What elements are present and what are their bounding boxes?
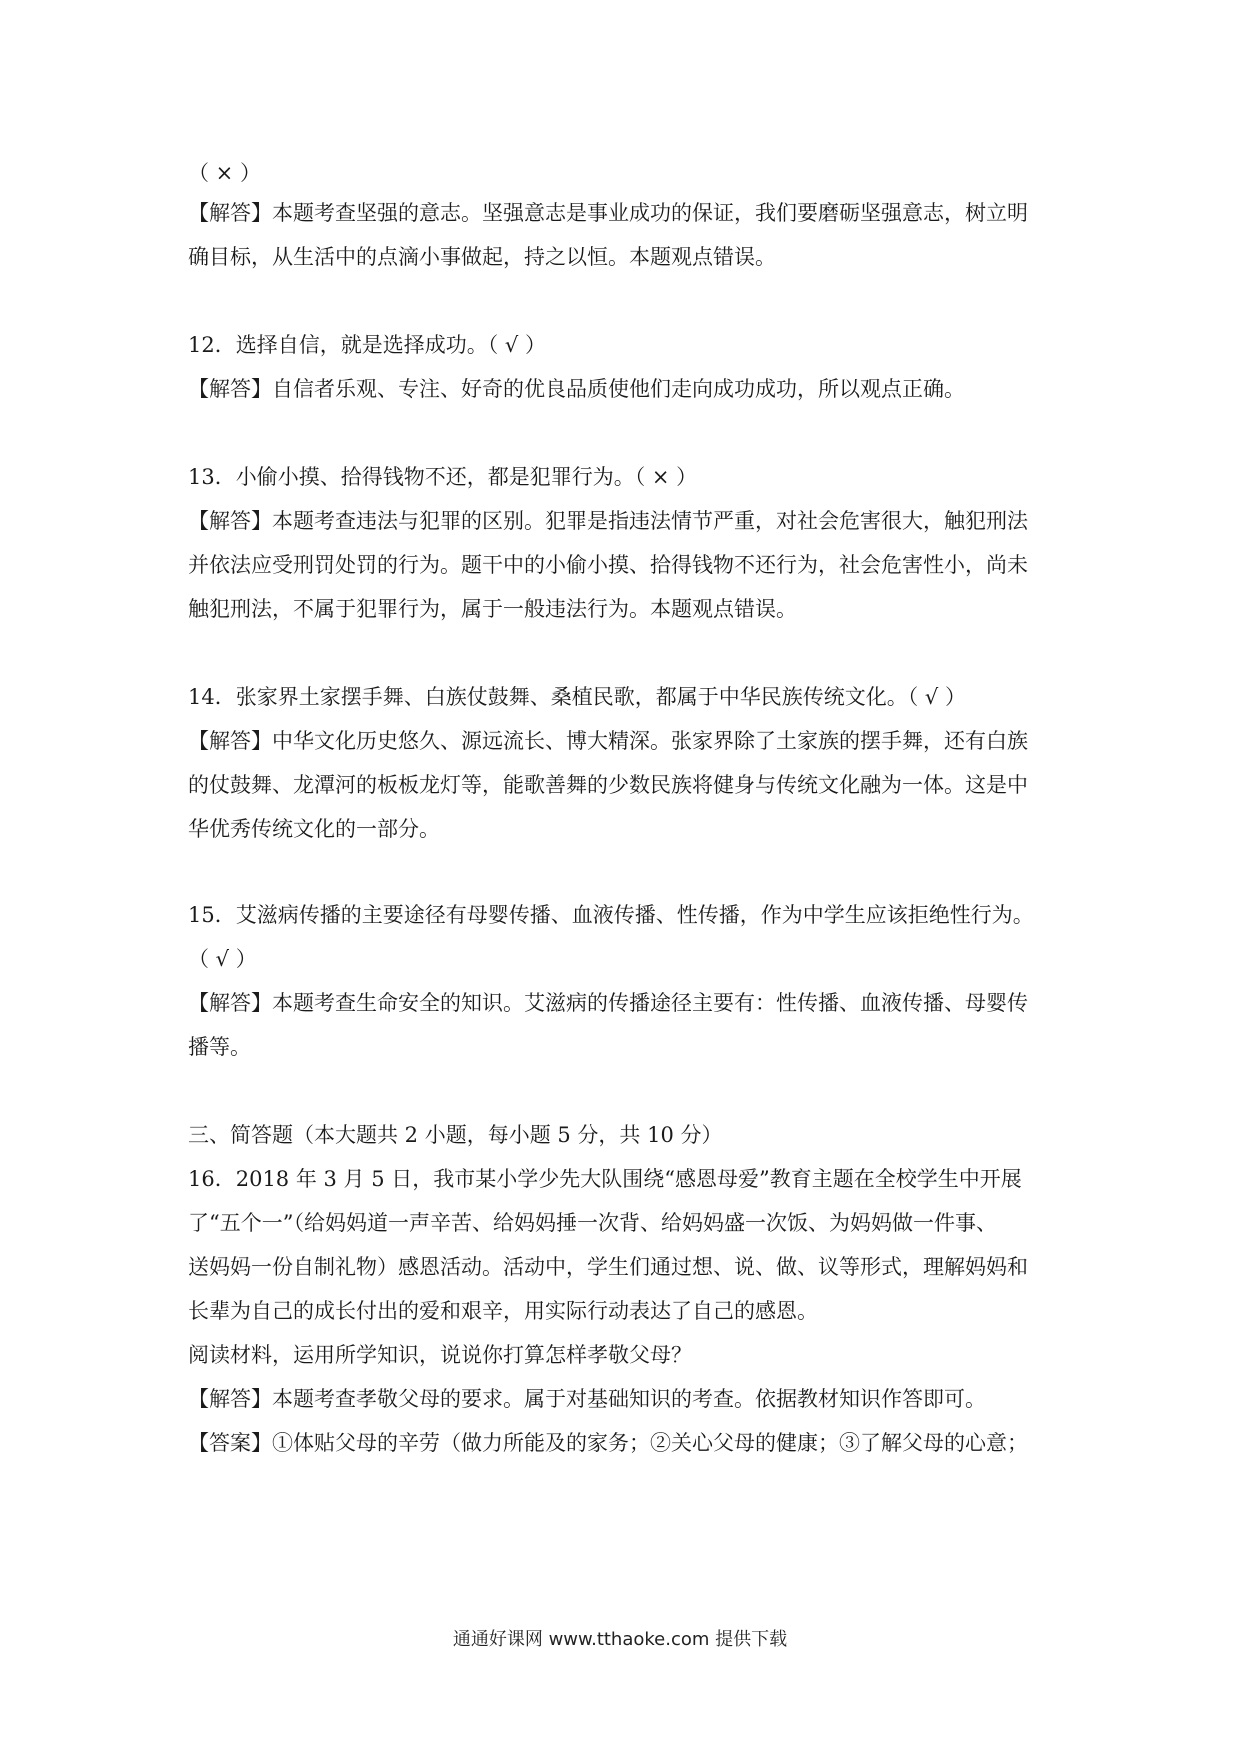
explanation-13-line-1: 【解答】本题考查违法与犯罪的区别。犯罪是指违法情节严重，对社会危害很大，触犯刑法 <box>188 509 1028 533</box>
explanation-14-line-2: 的仗鼓舞、龙潭河的板板龙灯等，能歌善舞的少数民族将健身与传统文化融为一体。这是中 <box>188 773 1028 797</box>
question-16-line-3: 送妈妈一份自制礼物）感恩活动。活动中，学生们通过想、说、做、议等形式，理解妈妈和 <box>188 1255 1028 1279</box>
explanation-13-line-2: 并依法应受刑罚处罚的行为。题干中的小偷小摸、拾得钱物不还行为，社会危害性小，尚未 <box>188 553 1028 577</box>
question-16-line-1: 16．2018 年 3 月 5 日，我市某小学少先大队围绕“感恩母爱”教育主题在全校学生中开展 <box>188 1167 1022 1191</box>
question-16-line-2: 了“五个一”（给妈妈道一声辛苦、给妈妈捶一次背、给妈妈盛一次饭、为妈妈做一件事、 <box>188 1211 997 1235</box>
explanation-16: 【解答】本题考查孝敬父母的要求。属于对基础知识的考查。依据教材知识作答即可。 <box>188 1387 986 1411</box>
explanation-15-line-1: 【解答】本题考查生命安全的知识。艾滋病的传播途径主要有：性传播、血液传播、母婴传 <box>188 991 1028 1015</box>
explanation-12: 【解答】自信者乐观、专注、好奇的优良品质使他们走向成功成功，所以观点正确。 <box>188 377 965 401</box>
answer-16: 【答案】①体贴父母的辛劳（做力所能及的家务；②关心父母的健康；③了解父母的心意； <box>188 1431 1028 1455</box>
question-12: 12．选择自信，就是选择成功。（ √ ） <box>188 333 546 357</box>
explanation-11-line-1: 【解答】本题考查坚强的意志。坚强意志是事业成功的保证，我们要磨砺坚强意志，树立明 <box>188 201 1028 225</box>
explanation-14-line-1: 【解答】中华文化历史悠久、源远流长、博大精深。张家界除了土家族的摆手舞，还有白族 <box>188 729 1028 753</box>
explanation-14-line-3: 华优秀传统文化的一部分。 <box>188 817 440 841</box>
explanation-11-line-2: 确目标，从生活中的点滴小事做起，持之以恒。本题观点错误。 <box>188 245 776 269</box>
page-footer: 通通好课网 www.tthaoke.com 提供下载 <box>452 1629 788 1650</box>
question-16-prompt: 阅读材料，运用所学知识，说说你打算怎样孝敬父母？ <box>188 1343 692 1367</box>
explanation-15-line-2: 播等。 <box>188 1035 251 1059</box>
question-15: 15．艾滋病传播的主要途径有母婴传播、血液传播、性传播，作为中学生应该拒绝性行为。 <box>188 903 1034 927</box>
explanation-13-line-3: 触犯刑法，不属于犯罪行为，属于一般违法行为。本题观点错误。 <box>188 597 797 621</box>
question-14: 14．张家界土家摆手舞、白族仗鼓舞、桑植民歌，都属于中华民族传统文化。（ √ ） <box>188 685 966 709</box>
question-13: 13．小偷小摸、拾得钱物不还，都是犯罪行为。（ × ） <box>188 465 698 489</box>
question-16-line-4: 长辈为自己的成长付出的爱和艰辛，用实际行动表达了自己的感恩。 <box>188 1299 818 1323</box>
section-heading: 三、简答题（本大题共 2 小题，每小题 5 分，共 10 分） <box>188 1123 723 1147</box>
answer-mark-15: （ √ ） <box>188 947 257 971</box>
answer-mark-11: （ × ） <box>188 161 261 185</box>
